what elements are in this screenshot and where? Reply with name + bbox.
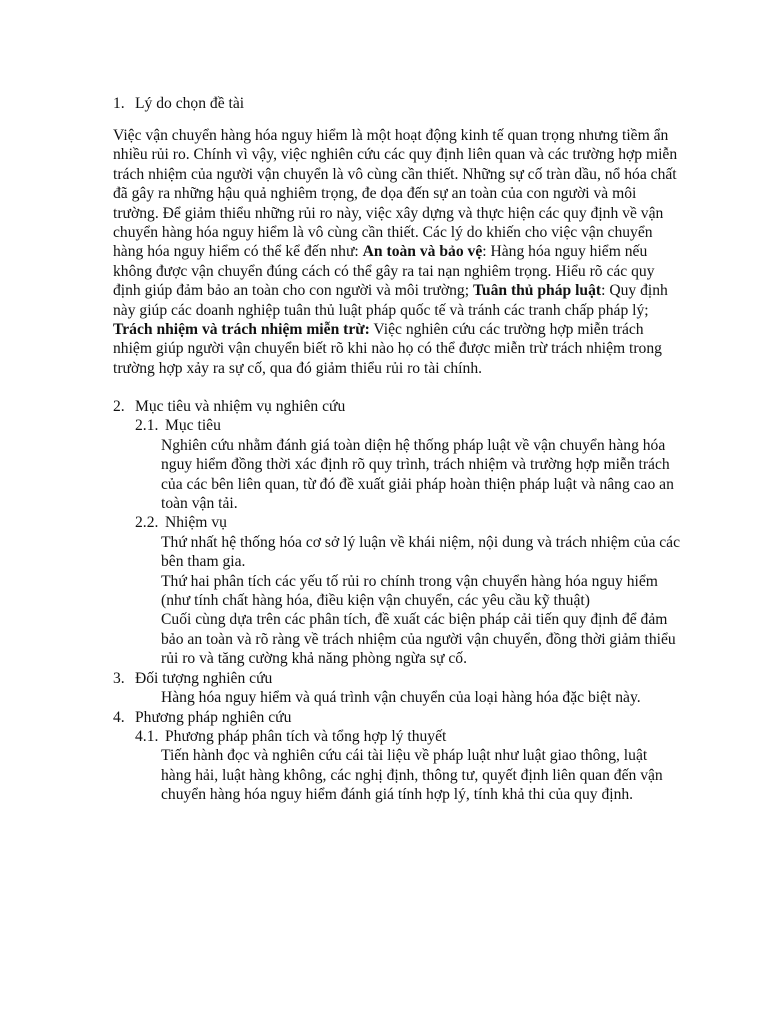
paragraph-text-4: Việc nghiên cứu các trường hợp miễn trách nhiệm giúp người vận chuyển biết rõ khi nào họ có thể được miễn trừ trách nhiệm trong trường hợp xảy ra sự cố, qua đó giảm thiểu rủi ro tài chính. (113, 321, 662, 377)
task-item: Cuối cùng dựa trên các phân tích, đề xuất các biện pháp cải tiến quy định để đảm bảo an toàn và rõ ràng về trách nhiệm của người vận chuyển, đồng thời giảm thiểu rủi ro và tăng cường khả năng phòng ngừa sự cố. (161, 611, 676, 668)
subsection-4-1-heading (113, 727, 683, 746)
subsection-4-1-number: 4.1. (135, 727, 159, 745)
section-2-title: Mục tiêu và nhiệm vụ nghiên cứu (135, 398, 346, 415)
paragraph-text-2: : Hàng hóa nguy hiểm nếu không được vận chuyển đúng cách có thể gây ra tai nạn nghiêm trọng. Hiểu rõ các quy định giúp đảm bảo an toàn cho con người và môi trường; (113, 243, 655, 300)
subsection-2-1-body: Nghiên cứu nhằm đánh giá toàn diện hệ thống pháp luật về vận chuyển hàng hóa nguy hiểm đồng thời xác định rõ quy trình, trách nhiệm và trường hợp miễn trách của các bên liên quan, từ đó đề xuất giải pháp hoàn thiện pháp luật và nâng cao an toàn vận tải. (161, 436, 674, 513)
section-1-heading (113, 94, 673, 113)
subsection-2-2-number: 2.2. (135, 514, 159, 532)
bold-term-safety: An toàn và bảo vệ (362, 243, 483, 261)
subsection-2-2-heading (113, 513, 683, 532)
bold-term-compliance: Tuân thủ pháp luật (472, 282, 602, 300)
subsection-2-1-heading (113, 416, 683, 435)
paragraph-text-3: : Quy định này giúp các doanh nghiệp tuân thủ luật pháp quốc tế và tránh các tranh chấp pháp lý; (113, 282, 668, 319)
section-3-number: 3. (113, 669, 125, 687)
section-4-number: 4. (113, 708, 125, 726)
subsection-4-1-title: Phương pháp phân tích và tổng hợp lý thuyết (165, 727, 447, 745)
subsection-2-2-title: Nhiệm vụ (165, 514, 227, 532)
subsection-2-1-number: 2.1. (135, 417, 159, 435)
subsection-2-1-title: Mục tiêu (165, 417, 221, 435)
paragraph-text-1: Việc vận chuyển hàng hóa nguy hiểm là một hoạt động kinh tế quan trọng nhưng tiềm ẩn nhiều rủi ro. Chính vì vậy, việc nghiên cứu các quy định liên quan và các trường hợp miễn trách nhiệm của người vận chuyển là vô cùng cần thiết. Những sự cố tràn dầu, nổ hóa chất đã gây ra những hậu quả nghiêm trọng, đe dọa đến sự an toàn của con người và môi trường. Để giảm thiểu những rủi ro này, việc xây dựng và thực hiện các quy định về vận chuyển hàng hóa nguy hiểm là vô cùng cần thiết. Các lý do khiến cho việc vận chuyển hàng hóa nguy hiểm có thể kể đến như: (113, 127, 678, 261)
subsection-4-1-body: Tiến hành đọc và nghiên cứu cái tài liệu về pháp luật như luật giao thông, luật hàng hải, luật hàng không, các nghị định, thông tư, quyết định liên quan đến vận chuyển hàng hóa nguy hiểm đánh giá tính hợp lý, tính khả thi của quy định. (161, 747, 663, 804)
task-item: Thứ hai phân tích các yếu tố rủi ro chính trong vận chuyển hàng hóa nguy hiểm (như tính chất hàng hóa, điều kiện vận chuyển, các yêu cầu kỹ thuật) (161, 572, 658, 610)
section-2-number: 2. (113, 398, 125, 415)
section-1-paragraph (113, 126, 679, 378)
section-3-body: Hàng hóa nguy hiểm và quá trình vận chuyển của loại hàng hóa đặc biệt này. (161, 689, 641, 707)
section-1-number: 1. (113, 95, 125, 112)
task-item: Thứ nhất hệ thống hóa cơ sở lý luận về khái niệm, nội dung và trách nhiệm của các bên tham gia. (161, 533, 681, 571)
section-3-heading (113, 669, 683, 688)
section-4-title: Phương pháp nghiên cứu (135, 708, 292, 726)
section-2-heading (113, 397, 683, 416)
section-3-title: Đối tượng nghiên cứu (135, 669, 273, 687)
section-1-title: Lý do chọn đề tài (135, 95, 245, 112)
bold-term-liability: Trách nhiệm và trách nhiệm miễn trừ: (113, 321, 370, 339)
section-4-heading (113, 708, 683, 727)
outline-list (113, 397, 683, 805)
